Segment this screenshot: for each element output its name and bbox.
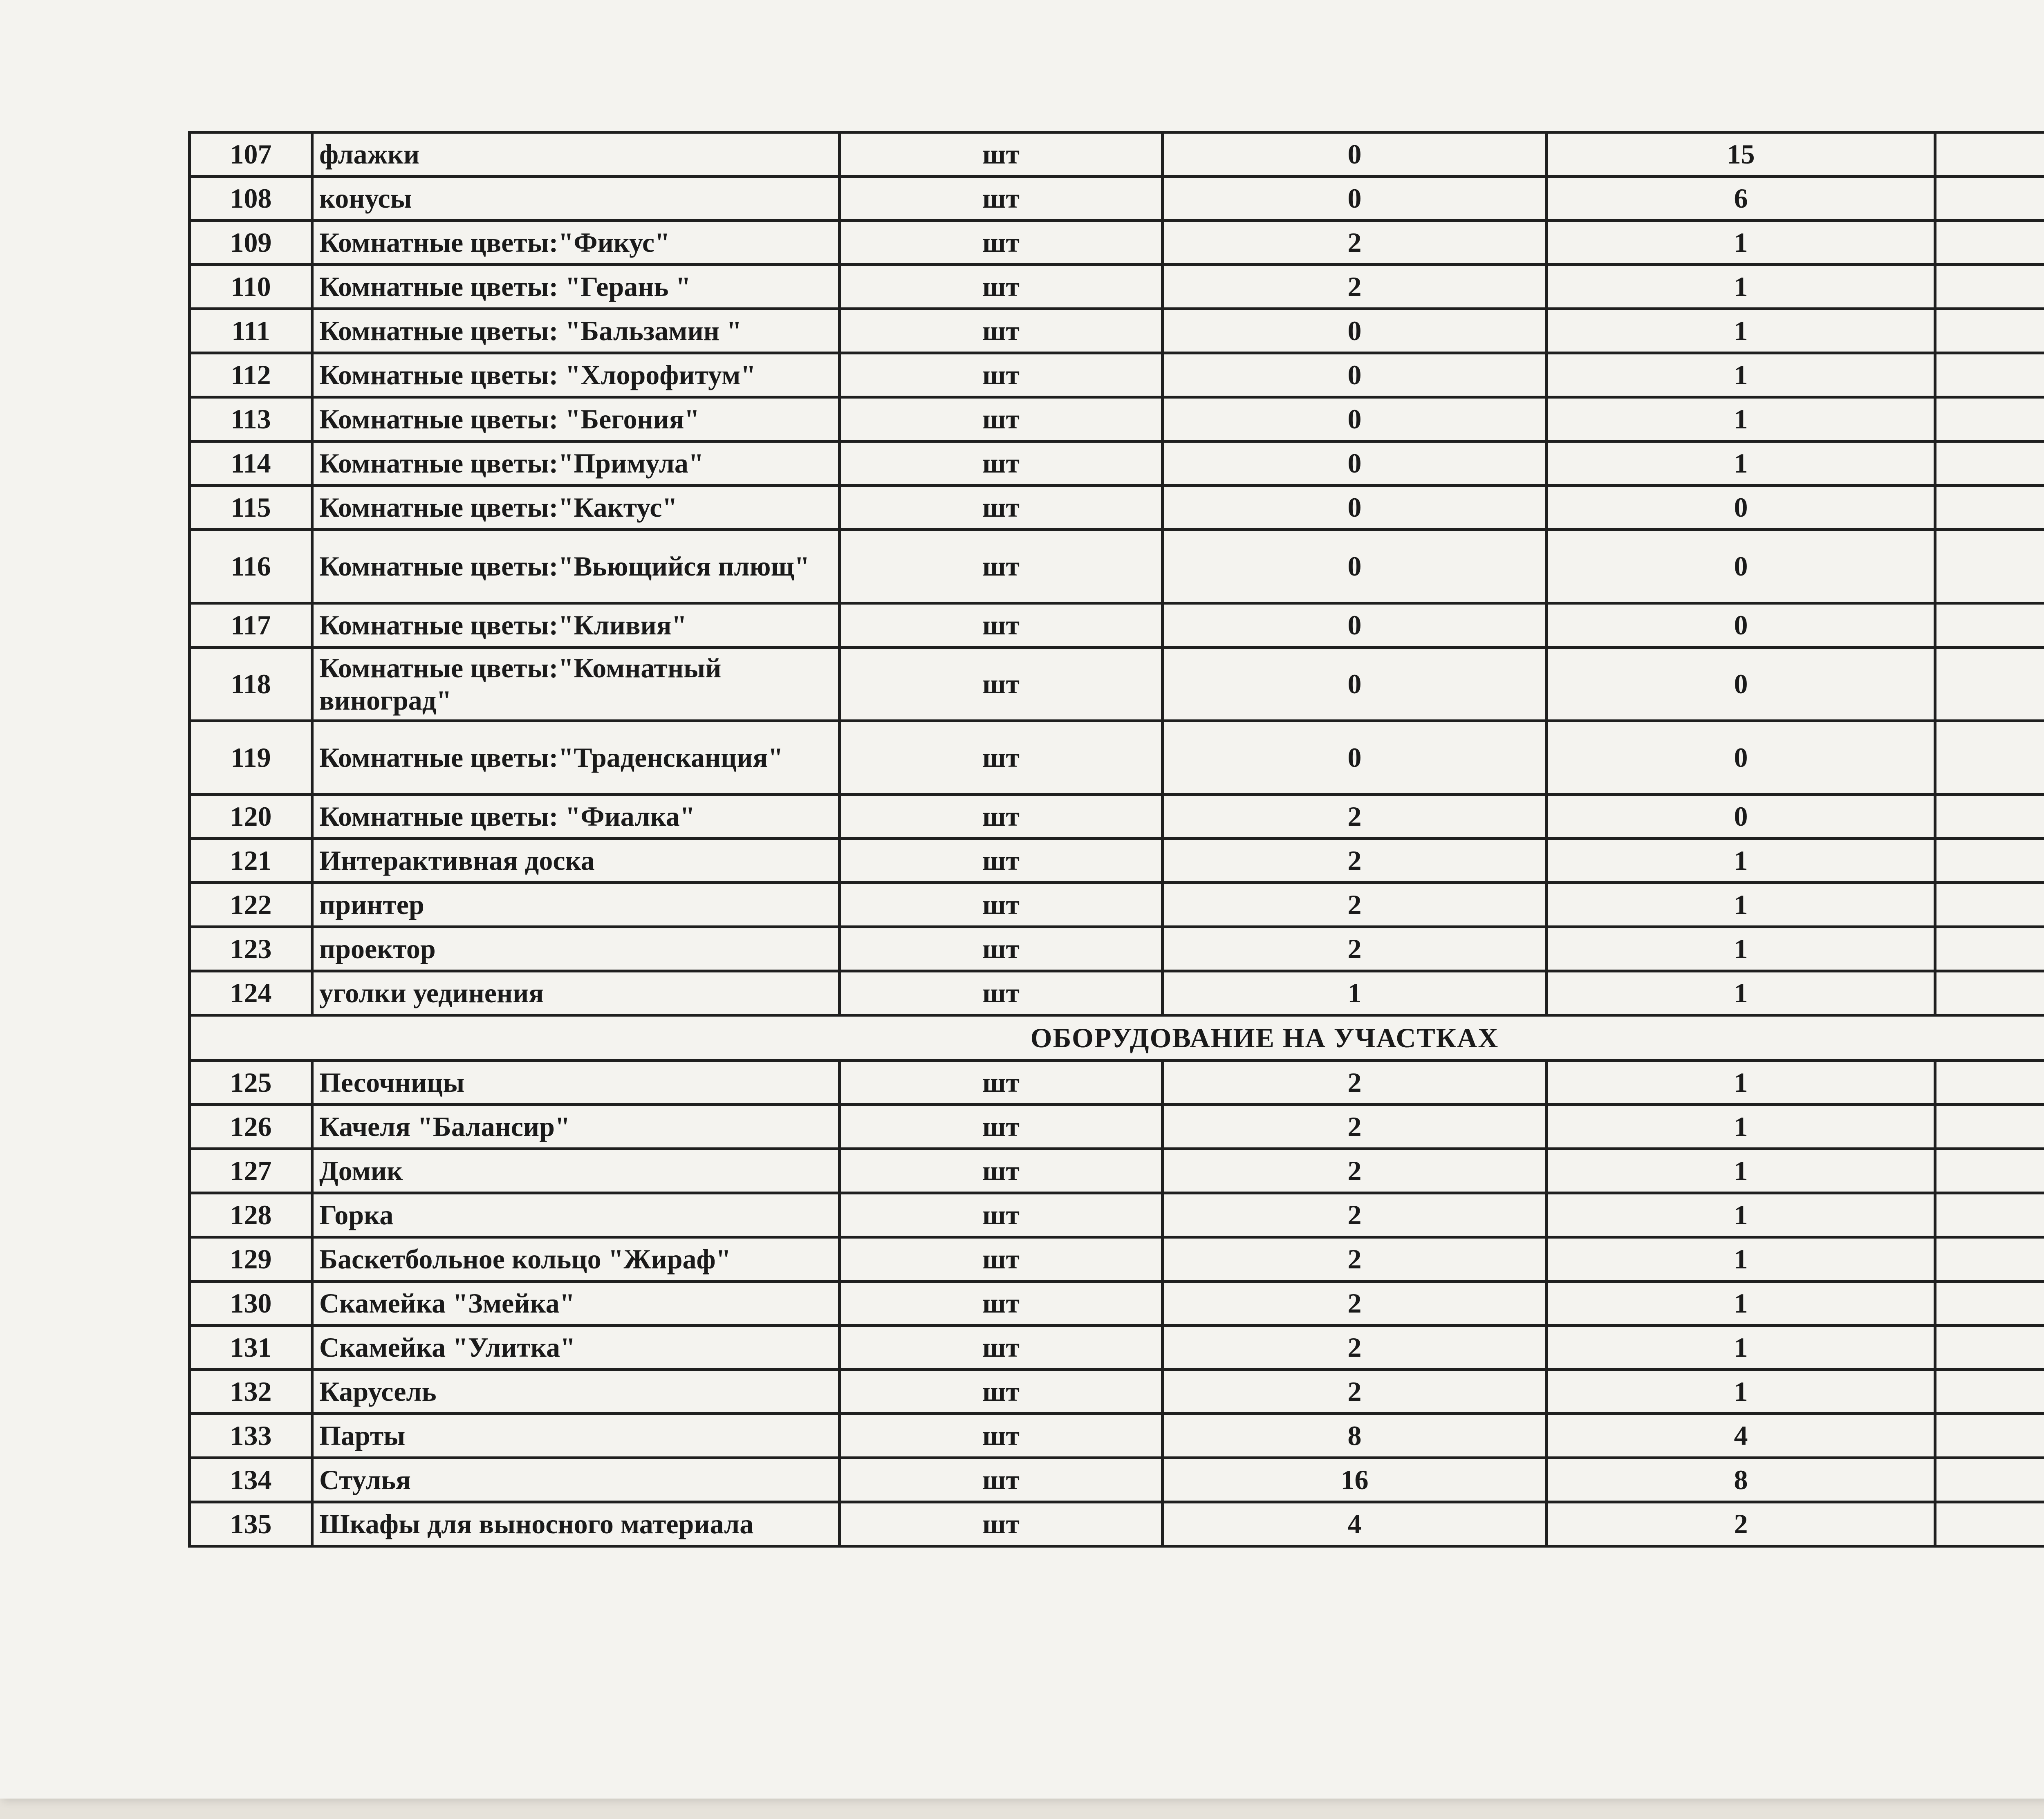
quantity-c-cell bbox=[1935, 1326, 2044, 1370]
item-name-cell: Шкафы для выносного материала bbox=[312, 1502, 840, 1546]
table-body-outdoor bbox=[190, 1061, 2044, 1546]
table-row bbox=[190, 486, 2044, 530]
row-number-cell: 115 bbox=[190, 486, 312, 530]
quantity-c-cell bbox=[1935, 1149, 2044, 1193]
unit-cell: шт bbox=[840, 530, 1163, 603]
table-row bbox=[190, 132, 2044, 177]
quantity-c-cell bbox=[1935, 1458, 2044, 1502]
quantity-a-cell: 0 bbox=[1163, 397, 1547, 441]
table-row bbox=[190, 397, 2044, 441]
item-name-cell: Домик bbox=[312, 1149, 840, 1193]
table-row bbox=[190, 309, 2044, 353]
quantity-c-cell bbox=[1935, 132, 2044, 177]
unit-cell: шт bbox=[840, 883, 1163, 927]
section-title: ОБОРУДОВАНИЕ НА УЧАСТКАХ bbox=[190, 1015, 2044, 1061]
row-number-cell: 112 bbox=[190, 353, 312, 397]
item-name-cell: Комнатные цветы:"Вьющийся плющ" bbox=[312, 530, 840, 603]
item-name-cell: Горка bbox=[312, 1193, 840, 1237]
item-name-cell: Комнатные цветы:"Фикус" bbox=[312, 221, 840, 265]
quantity-a-cell: 2 bbox=[1163, 1149, 1547, 1193]
quantity-a-cell: 16 bbox=[1163, 1458, 1547, 1502]
item-name-cell: Комнатные цветы:"Примула" bbox=[312, 441, 840, 486]
quantity-b-cell: 0 bbox=[1547, 795, 1935, 839]
unit-cell: шт bbox=[840, 647, 1163, 721]
quantity-a-cell: 2 bbox=[1163, 883, 1547, 927]
unit-cell: шт bbox=[840, 1061, 1163, 1105]
quantity-a-cell: 0 bbox=[1163, 309, 1547, 353]
quantity-b-cell: 1 bbox=[1547, 1281, 1935, 1326]
quantity-a-cell: 0 bbox=[1163, 603, 1547, 647]
quantity-c-cell bbox=[1935, 309, 2044, 353]
table-row bbox=[190, 1281, 2044, 1326]
table-row bbox=[190, 1061, 2044, 1105]
unit-cell: шт bbox=[840, 839, 1163, 883]
item-name-cell: Карусель bbox=[312, 1370, 840, 1414]
quantity-b-cell: 1 bbox=[1547, 265, 1935, 309]
quantity-a-cell: 1 bbox=[1163, 971, 1547, 1015]
item-name-cell: Парты bbox=[312, 1414, 840, 1458]
unit-cell: шт bbox=[840, 132, 1163, 177]
quantity-b-cell: 15 bbox=[1547, 132, 1935, 177]
unit-cell: шт bbox=[840, 1502, 1163, 1546]
item-name-cell: Комнатные цветы: "Герань " bbox=[312, 265, 840, 309]
quantity-b-cell: 0 bbox=[1547, 603, 1935, 647]
quantity-a-cell: 2 bbox=[1163, 1237, 1547, 1281]
table-row bbox=[190, 1370, 2044, 1414]
quantity-b-cell: 1 bbox=[1547, 1326, 1935, 1370]
unit-cell: шт bbox=[840, 1149, 1163, 1193]
item-name-cell: принтер bbox=[312, 883, 840, 927]
quantity-c-cell bbox=[1935, 1281, 2044, 1326]
row-number-cell: 123 bbox=[190, 927, 312, 971]
quantity-b-cell: 1 bbox=[1547, 221, 1935, 265]
quantity-a-cell: 0 bbox=[1163, 132, 1547, 177]
unit-cell: шт bbox=[840, 603, 1163, 647]
quantity-b-cell: 1 bbox=[1547, 1061, 1935, 1105]
quantity-b-cell: 1 bbox=[1547, 441, 1935, 486]
table-row bbox=[190, 971, 2044, 1015]
row-number-cell: 121 bbox=[190, 839, 312, 883]
unit-cell: шт bbox=[840, 397, 1163, 441]
row-number-cell: 129 bbox=[190, 1237, 312, 1281]
quantity-a-cell: 8 bbox=[1163, 1414, 1547, 1458]
table-row bbox=[190, 603, 2044, 647]
row-number-cell: 133 bbox=[190, 1414, 312, 1458]
row-number-cell: 135 bbox=[190, 1502, 312, 1546]
quantity-c-cell bbox=[1935, 177, 2044, 221]
row-number-cell: 120 bbox=[190, 795, 312, 839]
quantity-c-cell bbox=[1935, 1414, 2044, 1458]
quantity-b-cell: 0 bbox=[1547, 721, 1935, 795]
quantity-a-cell: 4 bbox=[1163, 1502, 1547, 1546]
item-name-cell: уголки уединения bbox=[312, 971, 840, 1015]
quantity-b-cell: 1 bbox=[1547, 309, 1935, 353]
table-row bbox=[190, 1105, 2044, 1149]
unit-cell: шт bbox=[840, 221, 1163, 265]
inventory-table bbox=[188, 131, 2044, 1548]
unit-cell: шт bbox=[840, 441, 1163, 486]
quantity-c-cell bbox=[1935, 1237, 2044, 1281]
item-name-cell: Комнатные цветы: "Хлорофитум" bbox=[312, 353, 840, 397]
quantity-b-cell: 1 bbox=[1547, 883, 1935, 927]
table-body-indoor bbox=[190, 132, 2044, 1015]
table-row bbox=[190, 839, 2044, 883]
quantity-c-cell bbox=[1935, 647, 2044, 721]
item-name-cell: Комнатные цветы:"Траденсканция" bbox=[312, 721, 840, 795]
quantity-a-cell: 2 bbox=[1163, 1326, 1547, 1370]
unit-cell: шт bbox=[840, 971, 1163, 1015]
row-number-cell: 114 bbox=[190, 441, 312, 486]
item-name-cell: Интерактивная доска bbox=[312, 839, 840, 883]
row-number-cell: 116 bbox=[190, 530, 312, 603]
unit-cell: шт bbox=[840, 486, 1163, 530]
table-row bbox=[190, 1458, 2044, 1502]
unit-cell: шт bbox=[840, 1193, 1163, 1237]
row-number-cell: 130 bbox=[190, 1281, 312, 1326]
quantity-a-cell: 2 bbox=[1163, 795, 1547, 839]
quantity-b-cell: 1 bbox=[1547, 397, 1935, 441]
item-name-cell: Песочницы bbox=[312, 1061, 840, 1105]
quantity-b-cell: 1 bbox=[1547, 353, 1935, 397]
row-number-cell: 127 bbox=[190, 1149, 312, 1193]
item-name-cell: Качеля "Балансир" bbox=[312, 1105, 840, 1149]
quantity-c-cell bbox=[1935, 441, 2044, 486]
quantity-c-cell bbox=[1935, 353, 2044, 397]
quantity-a-cell: 2 bbox=[1163, 927, 1547, 971]
table-row bbox=[190, 177, 2044, 221]
quantity-b-cell: 1 bbox=[1547, 971, 1935, 1015]
table-row bbox=[190, 1237, 2044, 1281]
item-name-cell: Комнатные цветы:"Кактус" bbox=[312, 486, 840, 530]
table-row bbox=[190, 1502, 2044, 1546]
table-row bbox=[190, 265, 2044, 309]
row-number-cell: 125 bbox=[190, 1061, 312, 1105]
table-row bbox=[190, 647, 2044, 721]
quantity-b-cell: 0 bbox=[1547, 486, 1935, 530]
quantity-a-cell: 2 bbox=[1163, 1281, 1547, 1326]
table-row bbox=[190, 353, 2044, 397]
table-row bbox=[190, 927, 2044, 971]
quantity-a-cell: 2 bbox=[1163, 265, 1547, 309]
unit-cell: шт bbox=[840, 353, 1163, 397]
item-name-cell: Комнатные цветы:"Комнатный виноград" bbox=[312, 647, 840, 721]
quantity-a-cell: 0 bbox=[1163, 441, 1547, 486]
quantity-c-cell bbox=[1935, 486, 2044, 530]
row-number-cell: 107 bbox=[190, 132, 312, 177]
unit-cell: шт bbox=[840, 1370, 1163, 1414]
quantity-b-cell: 1 bbox=[1547, 839, 1935, 883]
row-number-cell: 113 bbox=[190, 397, 312, 441]
quantity-b-cell: 1 bbox=[1547, 1237, 1935, 1281]
item-name-cell: конусы bbox=[312, 177, 840, 221]
row-number-cell: 110 bbox=[190, 265, 312, 309]
row-number-cell: 111 bbox=[190, 309, 312, 353]
quantity-c-cell bbox=[1935, 795, 2044, 839]
quantity-a-cell: 0 bbox=[1163, 721, 1547, 795]
quantity-a-cell: 0 bbox=[1163, 530, 1547, 603]
item-name-cell: Баскетбольное кольцо "Жираф" bbox=[312, 1237, 840, 1281]
item-name-cell: проектор bbox=[312, 927, 840, 971]
row-number-cell: 132 bbox=[190, 1370, 312, 1414]
row-number-cell: 131 bbox=[190, 1326, 312, 1370]
table-row bbox=[190, 1414, 2044, 1458]
quantity-c-cell bbox=[1935, 721, 2044, 795]
quantity-a-cell: 0 bbox=[1163, 177, 1547, 221]
row-number-cell: 128 bbox=[190, 1193, 312, 1237]
quantity-c-cell bbox=[1935, 1370, 2044, 1414]
row-number-cell: 122 bbox=[190, 883, 312, 927]
quantity-a-cell: 2 bbox=[1163, 1193, 1547, 1237]
table-row bbox=[190, 1193, 2044, 1237]
item-name-cell: Комнатные цветы:"Кливия" bbox=[312, 603, 840, 647]
row-number-cell: 117 bbox=[190, 603, 312, 647]
row-number-cell: 134 bbox=[190, 1458, 312, 1502]
quantity-c-cell bbox=[1935, 883, 2044, 927]
quantity-b-cell: 1 bbox=[1547, 1370, 1935, 1414]
quantity-a-cell: 0 bbox=[1163, 647, 1547, 721]
quantity-b-cell: 6 bbox=[1547, 177, 1935, 221]
item-name-cell: Скамейка "Улитка" bbox=[312, 1326, 840, 1370]
unit-cell: шт bbox=[840, 795, 1163, 839]
row-number-cell: 124 bbox=[190, 971, 312, 1015]
unit-cell: шт bbox=[840, 1281, 1163, 1326]
quantity-c-cell bbox=[1935, 1061, 2044, 1105]
item-name-cell: Комнатные цветы: "Фиалка" bbox=[312, 795, 840, 839]
quantity-a-cell: 2 bbox=[1163, 1061, 1547, 1105]
quantity-b-cell: 0 bbox=[1547, 530, 1935, 603]
quantity-c-cell bbox=[1935, 971, 2044, 1015]
quantity-c-cell bbox=[1935, 603, 2044, 647]
row-number-cell: 118 bbox=[190, 647, 312, 721]
table-row bbox=[190, 1326, 2044, 1370]
item-name-cell: флажки bbox=[312, 132, 840, 177]
table-row bbox=[190, 530, 2044, 603]
unit-cell: шт bbox=[840, 309, 1163, 353]
item-name-cell: Комнатные цветы: "Бальзамин " bbox=[312, 309, 840, 353]
quantity-a-cell: 2 bbox=[1163, 1370, 1547, 1414]
quantity-b-cell: 1 bbox=[1547, 1193, 1935, 1237]
quantity-b-cell: 1 bbox=[1547, 1149, 1935, 1193]
quantity-a-cell: 2 bbox=[1163, 1105, 1547, 1149]
unit-cell: шт bbox=[840, 1458, 1163, 1502]
quantity-a-cell: 2 bbox=[1163, 221, 1547, 265]
quantity-c-cell bbox=[1935, 1193, 2044, 1237]
quantity-b-cell: 4 bbox=[1547, 1414, 1935, 1458]
table-row bbox=[190, 721, 2044, 795]
item-name-cell: Стулья bbox=[312, 1458, 840, 1502]
item-name-cell: Скамейка "Змейка" bbox=[312, 1281, 840, 1326]
row-number-cell: 109 bbox=[190, 221, 312, 265]
quantity-b-cell: 1 bbox=[1547, 927, 1935, 971]
quantity-b-cell: 1 bbox=[1547, 1105, 1935, 1149]
table-row bbox=[190, 883, 2044, 927]
table-row bbox=[190, 221, 2044, 265]
row-number-cell: 119 bbox=[190, 721, 312, 795]
section-header-row bbox=[190, 1015, 2044, 1061]
unit-cell: шт bbox=[840, 721, 1163, 795]
item-name-cell: Комнатные цветы: "Бегония" bbox=[312, 397, 840, 441]
quantity-a-cell: 0 bbox=[1163, 486, 1547, 530]
unit-cell: шт bbox=[840, 1414, 1163, 1458]
quantity-b-cell: 8 bbox=[1547, 1458, 1935, 1502]
quantity-a-cell: 0 bbox=[1163, 353, 1547, 397]
quantity-c-cell bbox=[1935, 530, 2044, 603]
table-row bbox=[190, 1149, 2044, 1193]
table-body-section bbox=[190, 1015, 2044, 1061]
unit-cell: шт bbox=[840, 177, 1163, 221]
unit-cell: шт bbox=[840, 1105, 1163, 1149]
quantity-c-cell bbox=[1935, 221, 2044, 265]
unit-cell: шт bbox=[840, 927, 1163, 971]
quantity-b-cell: 2 bbox=[1547, 1502, 1935, 1546]
quantity-c-cell bbox=[1935, 927, 2044, 971]
unit-cell: шт bbox=[840, 1326, 1163, 1370]
row-number-cell: 126 bbox=[190, 1105, 312, 1149]
quantity-b-cell: 0 bbox=[1547, 647, 1935, 721]
unit-cell: шт bbox=[840, 265, 1163, 309]
quantity-c-cell bbox=[1935, 839, 2044, 883]
row-number-cell: 108 bbox=[190, 177, 312, 221]
quantity-c-cell bbox=[1935, 1105, 2044, 1149]
quantity-c-cell bbox=[1935, 1502, 2044, 1546]
unit-cell: шт bbox=[840, 1237, 1163, 1281]
quantity-c-cell bbox=[1935, 397, 2044, 441]
quantity-c-cell bbox=[1935, 265, 2044, 309]
table-row bbox=[190, 795, 2044, 839]
table-row bbox=[190, 441, 2044, 486]
quantity-a-cell: 2 bbox=[1163, 839, 1547, 883]
